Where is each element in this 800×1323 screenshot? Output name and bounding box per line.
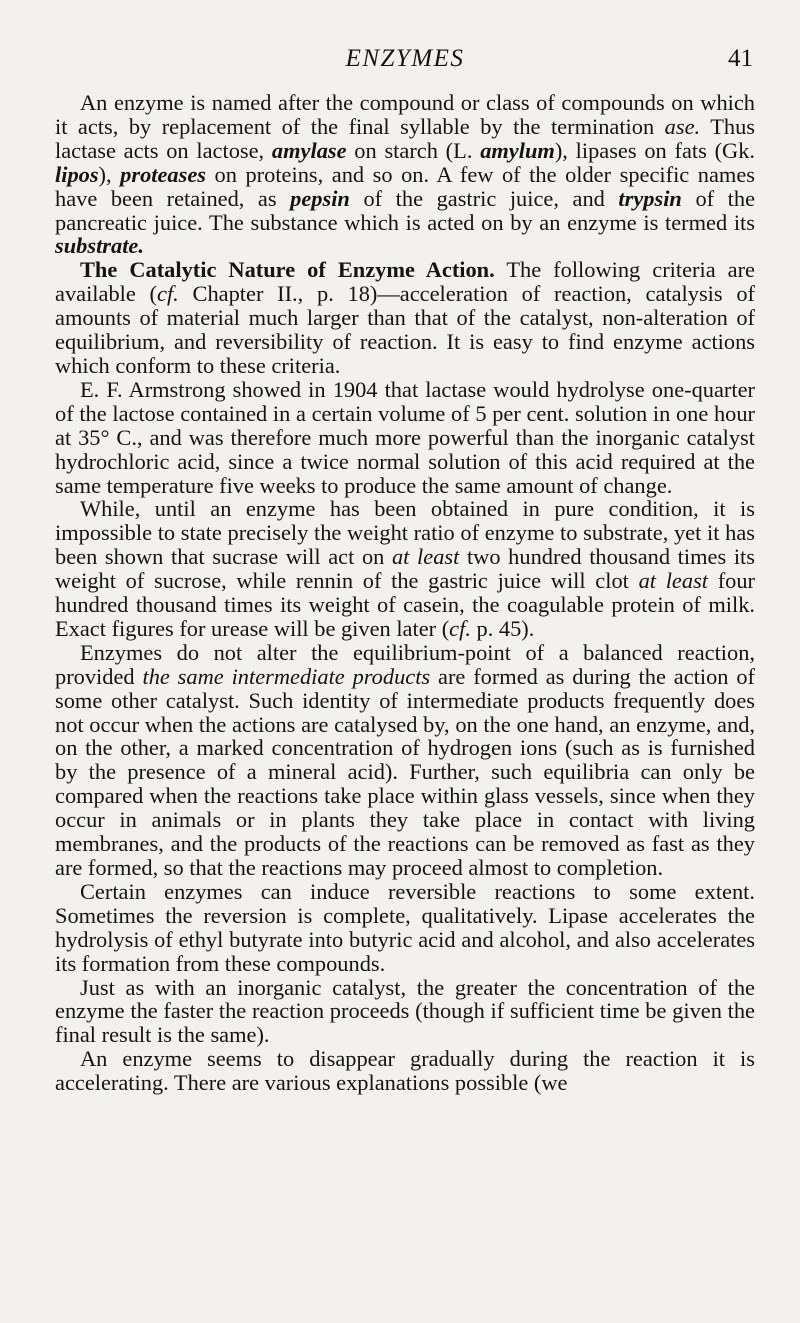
- text-run: Thus lactase acts on lactose,: [55, 113, 755, 163]
- italic-term: cf.: [449, 615, 471, 641]
- text-run: Chapter II., p. 18)—acceleration of reaction, catalysis of amounts of material much larger than that of the catalyst, non-alteration of equilibrium, and reversibility of reaction. It is easy to find enzyme actions which conform to these criteria.: [55, 281, 755, 378]
- italic-term: cf.: [157, 281, 179, 307]
- paragraph-catalytic-nature: [55, 258, 755, 378]
- italic-term: pepsin: [290, 185, 350, 211]
- text-run: While, until an enzyme has been obtained in pure condition, it is impossible to state precisely the weight ratio of enzyme to substrate, yet it has been shown that sucrase will act on: [55, 496, 755, 570]
- text-run: Enzymes do not alter the equilibrium-point of a balanced reaction, provided: [55, 639, 755, 689]
- paragraph-weight-ratio: [55, 497, 755, 640]
- text-run: are formed as during the action of some other catalyst. Such identity of intermediate products frequently does not occur when the actions are catalysed by, on the one hand, an enzyme, and, on the other, a marked concentration of hydrogen ions (such as is furnished by the presence of a mineral acid). Further, such equilibria can only be compared when the reactions take place within glass vessels, since when they occur in animals or in plants they take place in contact with living membranes, and the products of the reactions can be removed as fast as they are formed, so that the reactions may proceed almost to completion.: [55, 663, 755, 880]
- page-number: 41: [728, 45, 753, 72]
- running-head: ENZYMES: [345, 45, 465, 72]
- text-run: ), lipases on fats (Gk.: [554, 137, 756, 163]
- paragraph-reversible-reactions: [55, 880, 755, 976]
- text-run: on starch (L.: [346, 137, 481, 163]
- paragraph-equilibrium: [55, 641, 755, 880]
- paragraph-enzyme-naming: [55, 91, 755, 258]
- paragraph-armstrong: [55, 378, 755, 498]
- italic-term: amylase: [271, 137, 347, 163]
- page-header: [55, 44, 755, 74]
- text-run: of the pancreatic juice. The substance which is acted on by an enzyme is termed its: [55, 185, 756, 235]
- italic-term: lipos: [55, 161, 99, 187]
- text-run: E. F. Armstrong showed in 1904 that lactase would hydrolyse one-quarter of the lactose contained in a certain volume of 5 per cent. solution in one hour at 35° C., and was therefore much more powerful than the inorganic catalyst hydrochloric acid, since a twice normal solution of this acid required at the same temperature five weeks to produce the same amount of change.: [55, 376, 755, 498]
- italic-term: trypsin: [618, 185, 682, 211]
- text-run: p. 45).: [470, 615, 535, 641]
- section-heading: The Catalytic Nature of Enzyme Action.: [80, 257, 495, 283]
- text-run: two hundred thousand times its weight of sucrose, while rennin of the gastric juice will clot: [55, 544, 755, 594]
- text-run: ),: [98, 161, 121, 187]
- italic-term: at least: [391, 544, 460, 570]
- paragraph-enzyme-disappearance: [55, 1047, 755, 1095]
- text-run: An enzyme is named after the compound or class of compounds on which it acts, by replacement of the final syllable by the termination: [55, 90, 755, 139]
- text-run: four hundred thousand times its weight of casein, the coagulable protein of milk. Exact figures for urease will be given later (: [55, 568, 756, 641]
- italic-term: the same intermediate products: [142, 663, 431, 689]
- italic-term: amylum: [480, 137, 555, 163]
- body-text: [55, 91, 755, 1095]
- text-run: An enzyme seems to disappear gradually during the reaction it is accelerating. There are various explanations possible (we: [55, 1046, 755, 1096]
- text-run: The following criteria are available (: [55, 257, 755, 307]
- text-run: of the gastric juice, and: [349, 185, 619, 211]
- text-run: on proteins, and so on. A few of the older specific names have been retained, as: [55, 161, 755, 211]
- paragraph-concentration: [55, 976, 755, 1048]
- text-run: Just as with an inorganic catalyst, the greater the concentration of the enzyme the faster the reaction proceeds (though if sufficient time be given the final result is the same).: [55, 974, 755, 1048]
- text-run: Certain enzymes can induce reversible reactions to some extent. Sometimes the reversion is complete, qualitatively. Lipase accelerates the hydrolysis of ethyl butyrate into butyric acid and alcohol, and also accelerates its formation from these compounds.: [55, 878, 755, 976]
- italic-term: at least: [638, 568, 708, 594]
- italic-term: ase.: [664, 113, 701, 139]
- italic-term: proteases: [120, 161, 206, 187]
- italic-term: substrate.: [55, 233, 144, 259]
